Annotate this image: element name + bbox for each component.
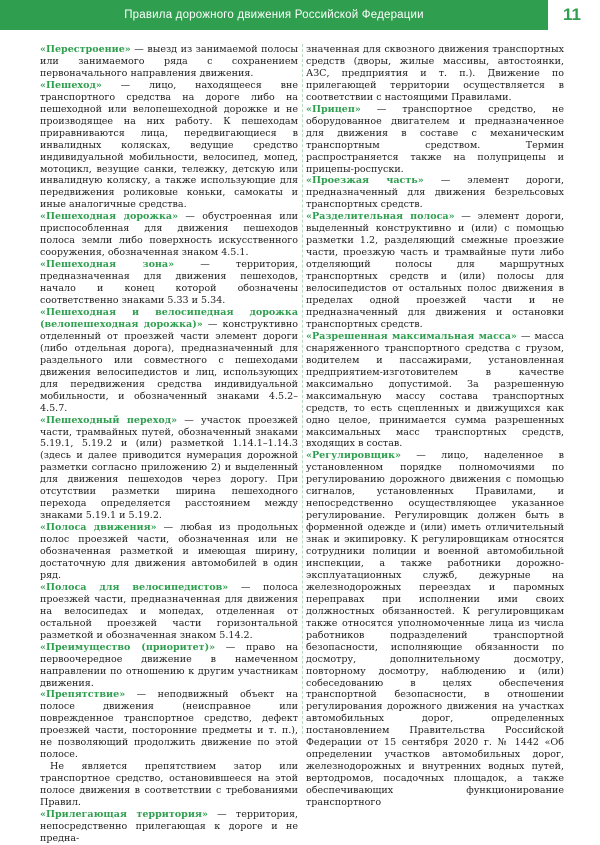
definition-entry <box>306 211 564 331</box>
definition-entry <box>40 307 298 415</box>
definition-text: — лицо, наделенное в установленном порядке полномочиями по регулированию дорожного движения с помощью сигналов, установленных Правилами, и непосредственно осуществляющее указанное регулирование. Регулировщик должен быть в форменной одежде и (или) иметь отличительный знак и экипировку. К регулировщикам относятся сотрудники полиции и военной автомобильной инспекции, а также работники дорожно-эксплуатационных служб, дежурные на железнодорожных переездах и паромных переправах при исполнении ими своих должностных обязанностей. К регулировщикам также относятся уполномоченные лица из числа работников подразделений транспортной безопасности, исполняющие обязанности по досмотру, дополнительному досмотру, повторному досмотру, наблюдению и (или) собеседованию в целях обеспечения транспортной безопасности, в отношении регулирования дорожного движения на участках автомобильных дорог, определенных постановлением Правительства Российской Федерации от 15 сентября 2020 г. № 1442 «Об определении участков автомобильных дорог, железнодорожных и внутренних водных путей, вертодромов, посадочных площадок, а также обеспечивающих функционирование транспортного <box>306 450 564 809</box>
definition-text: — масса снаряженного транспортного средства с грузом, водителем и пассажирами, установленная предприятием-изготовителем в качестве максимально допустимой. За разрешенную максимальную массу состава транспортных средств, то есть сцепленных и движущихся как одно целое, принимается сумма разрешенных максимальных масс транспортных средств, входящих в состав. <box>306 330 564 450</box>
definition-entry <box>40 80 298 211</box>
definition-term: «Прицеп» <box>306 103 361 115</box>
left-column <box>40 44 298 845</box>
definition-text: — обустроенная или приспособленная для движения пешеходов полоса земли либо поверхность искусственного сооружения, обозначенная знаком 4.5.1. <box>40 211 298 259</box>
definition-text: — элемент дороги, выделенный конструктивно и (или) с помощью разметки 1.2, разделяющий смежные проезжие части, проезжую часть и трамвайные пути либо отделяющий полосы для маршрутных транспортных средств и (или) полосы для велосипедистов от остальных полос движения в пределах одной проезжей части и не предназначенный для движения и остановки транспортных средств. <box>306 211 564 330</box>
definition-entry <box>306 104 564 176</box>
definition-term: «Полоса для велосипедистов» <box>40 581 229 593</box>
definition-term: «Преимущество (приоритет)» <box>40 641 216 653</box>
definition-text: — участок проезжей части, трамвайных путей, обозначенный знаками 5.19.1, 5.19.2 и (или) разметкой 1.14.1–1.14.3 (здесь и далее приводится нумерация дорожной разметки согласно приложению 2) и выделенный для движения пешеходов через дорогу. При отсутствии разметки ширина пешеходного перехода определяется расстоянием между знаками 5.19.1 и 5.19.2. <box>40 414 298 522</box>
continuation-paragraph: значенная для сквозного движения транспортных средств (дворы, жилые массивы, автостоянки, АЗС, предприятия и т. п.). Движение по прилегающей территории осуществляется в соответствии с настоящими Правилами. <box>306 44 564 103</box>
definition-term: «Перестроение» <box>40 44 131 55</box>
header-title: Правила дорожного движения Российской Федерации <box>124 9 424 21</box>
definition-term: «Пешеходный переход» <box>40 414 178 426</box>
definition-text: — выезд из занимаемой полосы или занимаемого ряда с сохранением первоначального направления движения. <box>40 44 298 79</box>
definition-term: «Разрешенная максимальная масса» <box>306 330 517 342</box>
continuation-paragraph: Не является препятствием затор или транспортное средство, остановившееся на этой полосе движения в соответствии с требованиями Правил. <box>40 761 298 809</box>
definition-text: — территория, предназначенная для движения пешеходов, начало и конец которой обозначены соответственно знаками 5.33 и 5.34. <box>40 259 298 307</box>
definition-term: «Полоса движения» <box>40 522 157 534</box>
definition-text: — транспортное средство, не оборудованное двигателем и предназначенное для движения в составе с механическим транспортным средством. Термин распространяется также на полуприцепы и прицепы-роспуски. <box>306 103 564 175</box>
definition-entry <box>40 522 298 582</box>
definition-entry <box>306 331 564 451</box>
definition-text: — элемент дороги, предназначенный для движения безрельсовых транспортных средств. <box>306 175 564 211</box>
definition-entry <box>40 44 298 80</box>
definition-entry <box>306 175 564 211</box>
definition-term: «Прилегающая территория» <box>40 809 208 820</box>
right-column <box>306 44 564 809</box>
definition-entry <box>40 689 298 761</box>
page-number: 11 <box>563 5 581 24</box>
definition-entry <box>40 642 298 690</box>
definition-text: — территория, непосредственно прилегающая к дороге и не предна- <box>40 809 298 844</box>
definition-entry <box>306 450 564 809</box>
definition-text: — неподвижный объект на полосе движения (неисправное или поврежденное транспортное средство, дефект проезжей части, посторонние предметы и т. п.), не позволяющий продолжить движение по этой полосе. <box>40 689 298 761</box>
definition-term: «Регулировщик» <box>306 450 401 462</box>
definition-entry <box>40 582 298 642</box>
definition-entry <box>40 809 298 845</box>
definition-text: — любая из продольных полос проезжей части, обозначенная или не обозначенная разметкой и имеющая ширину, достаточную для движения автомобилей в один ряд. <box>40 522 298 581</box>
definition-term: «Пешеходная дорожка» <box>40 211 179 223</box>
header-bar <box>0 0 548 30</box>
definition-text: — право на первоочередное движение в намеченном направлении по отношению к другим участникам движения. <box>40 641 298 689</box>
definition-term: «Проезжая часть» <box>306 175 424 187</box>
definition-term: «Пешеходная зона» <box>40 259 175 271</box>
definition-text: — полоса проезжей части, предназначенная для движения на велосипедах и мопедах, отделенная от остальной проезжей части горизонтальной разметкой и обозначенная знаком 5.14.2. <box>40 581 298 641</box>
definition-term: «Пешеход» <box>40 79 102 91</box>
definition-term: «Пешеходная и велосипедная дорожка (велопешеходная дорожка)» <box>40 306 298 330</box>
column-divider <box>302 44 303 734</box>
definition-text: — конструктивно отделенный от проезжей части элемент дороги (либо отдельная дорога), предназначенный для раздельного или совместного с пешеходами движения велосипедистов и лиц, использующих для передвижения средства индивидуальной мобильности, и обозначенный знаками 4.5.2–4.5.7. <box>40 318 298 414</box>
definition-entry <box>40 415 298 523</box>
definition-term: «Препятствие» <box>40 689 126 701</box>
definition-entry <box>40 259 298 307</box>
definition-text: — лицо, находящееся вне транспортного средства на дороге либо на пешеходной или велопешеходной дорожке и не производящее на них работу. К пешеходам приравниваются лица, передвигающиеся в инвалидных колясках, ведущие средство индивидуальной мобильности, велосипед, мопед, мотоцикл, везущие санки, тележку, детскую или инвалидную коляску, а также использующие для передвижения роликовые коньки, самокаты и иные аналогичные средства. <box>40 79 298 211</box>
definition-term: «Разделительная полоса» <box>306 211 455 223</box>
definition-entry <box>40 211 298 259</box>
